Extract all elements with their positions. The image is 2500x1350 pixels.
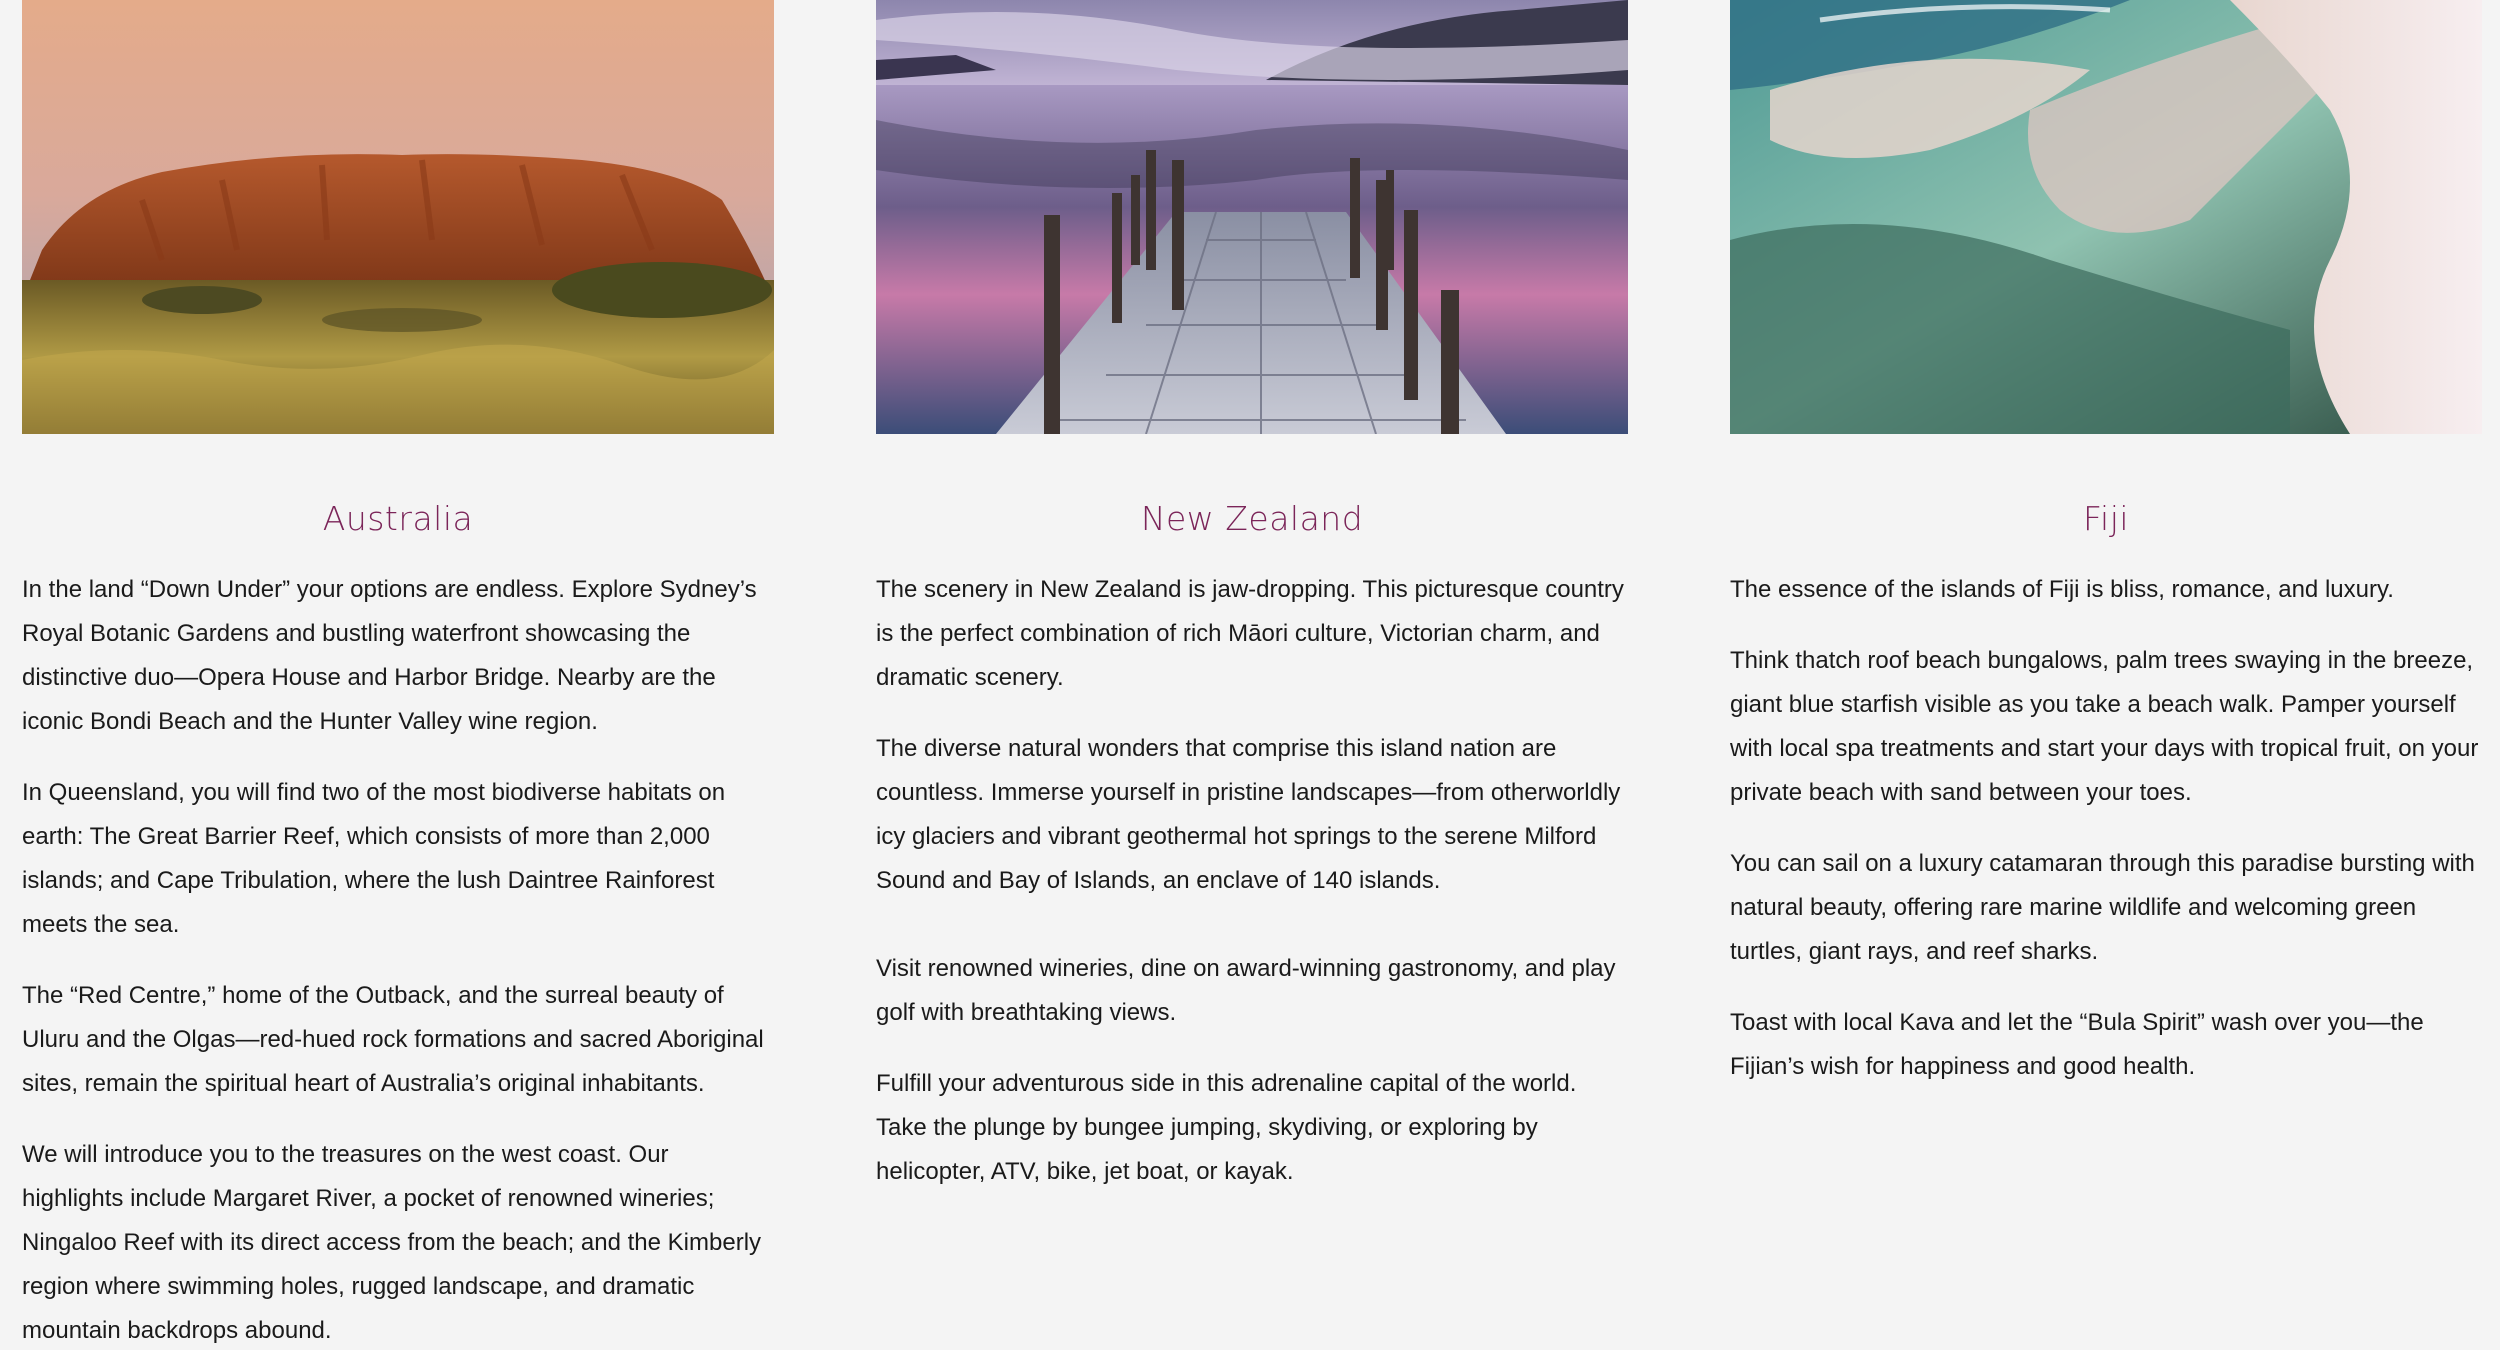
destination-card-fiji [1730,0,2482,1116]
paragraph: In the land “Down Under” your options are endless. Explore Sydney’s Royal Botanic Gardens and bustling waterfront showcasing the distinctive duo—Opera House and Harbor Bridge. Nearby are the iconic Bondi Beach and the Hunter Valley wine region. [22,576,757,735]
destination-description [1730,568,2482,1089]
paragraph: Fulfill your adventurous side in this adrenaline capital of the world. Take the plunge by bungee jumping, skydiving, or exploring by helicopter, ATV, bike, jet boat, or kayak. [876,1070,1577,1185]
paragraph: The essence of the islands of Fiji is bliss, romance, and luxury. [1730,576,2394,603]
paragraph: In Queensland, you will find two of the most biodiverse habitats on earth: The Great Barrier Reef, which consists of more than 2,000 islands; and Cape Tribulation, where the lush Daintree Rainforest meets the sea. [22,779,726,938]
australia-photo [22,0,774,434]
new-zealand-photo [876,0,1628,434]
fiji-photo [1730,0,2482,434]
paragraph: Think thatch roof beach bungalows, palm trees swaying in the breeze, giant blue starfish visible as you take a beach walk. Pamper yourself with local spa treatments and start your days with tropical fruit, on your private beach with sand between your toes. [1730,647,2479,806]
destination-card-new-zealand [876,0,1628,1221]
destination-title: Fiji [2082,499,2130,538]
paragraph: The diverse natural wonders that comprise this island nation are countless. Immerse yourself in pristine landscapes—from otherworldly icy glaciers and vibrant geothermal hot springs to the serene Milford Sound and Bay of Islands, an enclave of 140 islands. [876,735,1621,894]
paragraph: You can sail on a luxury catamaran through this paradise bursting with natural beauty, offering rare marine wildlife and welcoming green turtles, giant rays, and reef sharks. [1730,850,2475,965]
destination-card-australia [22,0,774,1350]
destination-description [876,568,1628,1194]
destination-title: Australia [322,499,474,538]
paragraph: We will introduce you to the treasures on the west coast. Our highlights include Margaret River, a pocket of renowned wineries; Ningaloo Reef with its direct access from the beach; and the Kimberly region where swimming holes, rugged landscape, and dramatic mountain backdrops abound. [22,1141,762,1344]
paragraph: Toast with local Kava and let the “Bula Spirit” wash over you—the Fijian’s wish for happiness and good health. [1730,1009,2424,1080]
paragraph: The “Red Centre,” home of the Outback, and the surreal beauty of Uluru and the Olgas—red-hued rock formations and sacred Aboriginal sites, remain the spiritual heart of Australia’s original inhabitants. [22,982,764,1097]
paragraph: Visit renowned wineries, dine on award-winning gastronomy, and play golf with breathtaking views. [876,955,1616,1026]
destination-description [22,568,774,1350]
paragraph: The scenery in New Zealand is jaw-dropping. This picturesque country is the perfect combination of rich Māori culture, Victorian charm, and dramatic scenery. [876,576,1624,691]
destination-title: New Zealand [1140,499,1364,538]
